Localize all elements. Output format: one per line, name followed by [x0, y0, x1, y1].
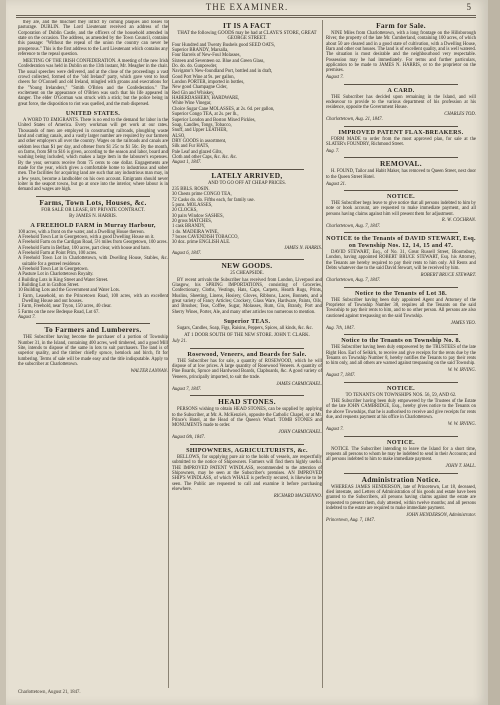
page-edge-shadow — [488, 0, 500, 705]
advertisement — [326, 31, 476, 81]
list-item: A Freehold Farm in Belfast, 100 acres, part clear, with house and barn. — [18, 245, 151, 251]
advertisement — [326, 298, 476, 332]
list-item: Navigator's New-foundland Port, bottled and in draft, — [172, 69, 273, 75]
separator — [190, 395, 304, 396]
advert-date: August 21. — [326, 181, 347, 187]
article-text: A WORD TO EMIGRANTS. There is no end to the demand for labor in the United States of America. Every workman will get work at our rates. Thousands of men are employed in constructing railroads, ploughing waste land and cutting canals, and a vastly larger number are required by our farmers and other employers all over the country. Wages on the railroads and canals are seldom less than $1 per day, and oftener from $1 25c to $1 50c. By the month, on farms, from $8 to $16 is given, according to the season and labor, board and washing being included, which makes a large item in the labourer's expenses. By the year, servants receive from 75 cents to one dollar. Engagements are made for the year, which gives a comfortable home to industrious and sober men. The facilities for acquiring land are such that any industrious man may, in a few years, become a landholder on his own account. Emigrants should never loiter in the seaport towns, but go at once into the interior, where labour is in demand and wages are high. — [18, 118, 168, 193]
advertisement — [326, 250, 476, 284]
list-item: Snuff, and Upper LEATHER, — [172, 128, 228, 134]
advert-date: Charlottetown, Aug. 7, 1847. — [326, 223, 381, 229]
masthead-rule — [16, 15, 476, 16]
separator — [344, 157, 458, 158]
list-item: Sixteen and Seventeen oz. Blue and Green Glass, — [172, 58, 265, 64]
list-item: Four Barrels of New-Foul Molasses, — [172, 53, 241, 59]
masthead-rule-double — [16, 17, 476, 18]
newspaper-title: THE EXAMINER. — [205, 2, 289, 12]
advert-date: Aug. 7. — [326, 149, 340, 154]
advert-text: NOTICE. The Subscriber intending to leave the Island for a short time, requests all persons to whom he may be indebted to send in their Accounts; and all persons indebted to him to make immediate payment. — [326, 446, 476, 463]
column-divider — [322, 20, 323, 688]
list-item: A Freehold Town Lot in Georgetown, with a good Dwelling House on it. — [18, 234, 155, 240]
column-divider — [168, 20, 169, 688]
separator — [36, 196, 150, 197]
list-item: 5 puns. MOLASSES, — [172, 202, 213, 208]
separator — [190, 348, 304, 349]
separator — [344, 232, 458, 233]
advert-heading: A FREEHOLD FARM in Murray Harbour, — [30, 221, 156, 229]
separator — [344, 190, 458, 191]
advert-text: THE Subscriber having been duly appointed Agent and Attorney of the Proprietor of Township Number 38, requires all the Tenants on the said Township to pay their rents to him, and to no other person. All persons are also cautioned against trespassing on the said Township. — [326, 297, 476, 319]
advert-byline: By JAMES N. HARRIS. — [69, 214, 117, 220]
advert-heading: NOTICE to the Tenants of DAVID STEWART, Esq. on Township Nos. 12, 14, 15 and 47. — [326, 235, 476, 250]
list-item: A Freehold Town Lot in Charlottetown, with Dwelling House, Stables, &c. suitable for a genteel residence. — [18, 256, 168, 267]
advert-date: July 21. — [172, 339, 187, 345]
advert-date: August 1, 1847. — [172, 160, 202, 166]
page-footer: Charlottetown, August 21, 1847. — [18, 690, 81, 695]
advertisement — [172, 455, 322, 499]
advert-text: BY recent arrivals the Subscriber has received from London, Liverpool and Glasgow, his SPRING IMPORTATIONS, consisting of Groceries, Confectionary, Cloths, Vestings, Hats, Caps, Carpets, Hearth Rugs, Prints, Muslins, Sheeting, Linens, Hosiery, Gloves, Ribbons, Laces, Bonnets, and a great variety of Fancy Articles; Crockery, Glass Ware, Hardware, Paints, Oils, and Brushes; Teas, Coffee, Sugar, Molasses, Rum, Gin, Brandy, Port and Sherry Wines, Porter, Ale, and many other articles too numerous to mention. — [172, 277, 322, 315]
advertisement — [172, 359, 322, 393]
page-number: 5 — [466, 2, 472, 12]
section-heading: UNITED STATES. — [65, 110, 121, 117]
advert-heading: REMOVAL. — [380, 159, 422, 169]
advertisement — [326, 137, 476, 155]
advert-subheading: 25 CHEAPSIDE. — [230, 271, 264, 277]
list-item: Red Gin and Whiskey, — [172, 90, 215, 96]
advertisement — [172, 407, 322, 441]
advertisement — [172, 326, 322, 345]
list-item: London PORTER, imported in bottles, — [172, 80, 245, 86]
advertisement — [172, 278, 322, 315]
masthead — [6, 2, 488, 16]
advert-signature: WALTER LANNAN. — [130, 368, 168, 374]
news-article — [18, 20, 168, 107]
advertisement — [326, 201, 476, 229]
list-item: Pale Leaf and glazed Gilts, — [172, 149, 223, 155]
advert-date: August 7, 1847. — [326, 373, 356, 379]
list-item: 72 Casks do. do. Fifths each, for family use. — [172, 197, 255, 203]
list-item: 4 Building Lots in King Street and Water Street. — [18, 277, 109, 283]
list-item: Good Port Wine at 9s. per gallon, — [172, 74, 235, 80]
advert-heading: To Farmers and Lumberers. — [44, 325, 142, 335]
list-item: Choice Sugar Cane MOLASSES, at 2s. 6d. per gallon, — [172, 106, 275, 112]
advert-heading: SHIPOWNERS, AGRICULTURISTS, &c. — [186, 446, 308, 454]
advert-heading: Farm for Sale. — [376, 21, 426, 30]
advert-heading: IT IS A FACT — [223, 21, 271, 30]
advert-text: Sugars, Candles, Soap, Figs, Raisins, Peppers, Spices, all kinds, &c. &c. — [177, 326, 313, 332]
list-item: DRY GOODS in assortment, — [172, 138, 227, 144]
advert-date: August 7. — [326, 427, 344, 433]
advertisement — [326, 169, 476, 187]
list-item: White Wine Vinegar, — [172, 101, 212, 107]
advert-text: THE Subscriber having been duly empowered by the Trustees of the Estate of the late JOHN CAMBRIDGE, Esq., hereby gives notice to the Tenants on the above Townships, that he is authorised to receive and give receipts for rents due, and requests payment at his office in Charlottetown. — [326, 399, 476, 421]
advert-date: Princetown, Aug. 7, 1847. — [326, 518, 375, 524]
list-item: 20 gross MATCHES, — [172, 219, 212, 224]
separator — [190, 169, 304, 170]
advert-text: WHEREAS JAMES HENDERSON, late of Princetown, Lot 18, deceased, died intestate, and Letters of Administration of his goods and estate have been granted to the Subscribers, all persons having claims against the estate are requested to present them, duly attested, within twelve months; and all persons indebted to the estate are required to make immediate payment. — [326, 484, 476, 511]
separator — [36, 323, 150, 324]
advertisement — [326, 485, 476, 524]
advert-signature: JAMES CARMICHAEL. — [276, 381, 322, 387]
list-item: Cloth and other Caps, &c. &c. &c. — [172, 154, 238, 160]
advert-heading: Farms, Town Lots, Houses, &c. — [39, 197, 147, 207]
advertisement — [326, 345, 476, 379]
list-item: 30 doz. prime ENGLISH ALE. — [172, 240, 231, 246]
column-3 — [326, 20, 476, 688]
list-item: 20 CLOCKS, — [172, 208, 198, 214]
separator — [344, 287, 458, 288]
separator — [344, 473, 458, 474]
advert-signature: W. W. IRVING. — [447, 368, 476, 374]
newspaper-page — [6, 0, 488, 705]
goods-list — [172, 187, 322, 256]
advert-text: NINE Miles from Charlottetown, with a long frontage on the Hillsborough River, the property of the late Mr. Cumberland, containing 100 acres, of which about 50 are cleared and in a good state of cultivation, with a Dwelling House, Barn and other out houses. The land is of excellent quality, and is well watered. The situation is most desirable and the neighbourhood very respectable. Possession may be had immediately. For terms and further particulars, application to be made to JAMES N. HARRIS, or to the proprietor on the premises. — [326, 31, 476, 74]
advert-heading: A CARD. — [387, 86, 415, 94]
list-item: 10 Building Lots and the Government and Water Lots. — [18, 288, 120, 294]
advert-date: August 7, 1847. — [172, 386, 202, 392]
list-item: A Pasture Lot in Charlottetown Royalty. — [18, 272, 94, 278]
list-item: Four Hundred and Twenty Bushels good SEED OATS, — [172, 42, 275, 48]
advert-signature: RICHARD MACHENNO. — [273, 493, 322, 499]
list-item: 1 Farm, Leasehold, on the Princetown Road, 100 acres, with an excellent Dwelling House and out houses. — [18, 293, 168, 304]
separator — [344, 84, 458, 85]
list-item: Superior London and Boston Mixed Pickles, — [172, 117, 256, 123]
advert-text: DAVID STEWART, Esq., of No. 31, Great Russell Street, Bloomsbury, London, having appointed ROBERT BRUCE STEWART, Esq. his Attorney, the Tenants are hereby required to pay their rents to him only. All Rents and Debts whatever due to the said David Stewart, will be received by him. — [326, 250, 476, 272]
advert-date: August 7. — [18, 315, 36, 320]
advertisement — [18, 335, 168, 374]
advert-date: Charlottetown, Aug. 21, 1847. — [326, 117, 383, 123]
list-item: New good Champagne Cider, — [172, 85, 228, 91]
list-item: HABERDASHERY, HARDWARE, — [172, 96, 240, 102]
advert-signature: JAMES YEO. — [450, 320, 476, 326]
list-item: 235 BBLS. ROSIN. — [172, 186, 210, 192]
advert-text: THE Subscriber begs leave to give notice that all persons indebted to him by note or book account, are requested to make immediate payment, and all persons having claims against him will present them for adjustment. — [326, 200, 476, 217]
advert-heading: Notice to the Tenants of Lot 38. — [355, 289, 447, 297]
advertisement — [326, 95, 476, 123]
list-item: A Freehold Town Lot in Georgetown. — [18, 266, 89, 272]
separator — [344, 436, 458, 437]
advert-subheading: AND TO GO OFF AT CHEAP PRICES. — [207, 180, 287, 186]
list-item: 30 pairs Window SASHES, — [172, 213, 224, 219]
list-item: A Freehold Farm on the Cardigan Road, 5½ miles from Georgetown, 100 acres. — [18, 240, 168, 246]
list-item: Superior BRANDY, Marsalla, — [172, 48, 229, 54]
advert-date: August 7. — [326, 75, 344, 81]
advert-text: THE Subscriber has for sale, a quantity of ROSEWOOD, which he will dispose of at low prices. A large quantity of Rosewood Veneers. A quantity of Pine Boards, Spruce and Hardwood Boards, Clapboards, &c. A good variety of Veneers, principally imported, to suit the trade. — [172, 358, 322, 380]
advert-signature: ROBERT BRUCE STEWART. — [420, 272, 476, 278]
advert-signature: R. W. COCHRAN. — [441, 218, 476, 224]
advert-heading: IMPROVED PATENT FLAX-BREAKERS. — [338, 128, 464, 136]
list-item: Silk and Fur HATS, — [172, 144, 210, 150]
advert-heading: HEAD STONES. — [218, 397, 276, 407]
advertisement — [326, 399, 476, 433]
list-item: 5 Farms on the new Bedeque Road, Lot 67. — [18, 309, 100, 315]
separator — [344, 126, 458, 127]
advert-subheading: FOR SALE OR LEASE, BY PRIVATE CONTRACT. — [41, 207, 145, 213]
separator — [190, 444, 304, 445]
advert-subheading: TO TENANTS ON TOWNSHIPS NOS. 56, 59, AND 62. — [345, 392, 457, 398]
news-article — [18, 118, 168, 193]
list-item: Superior Congo TEA, at 2s. per lb., — [172, 112, 239, 118]
advert-text: H. FOUND, Tailor and Habit Maker, has removed to Queen Street, next door to the Queen Street Hotel. — [326, 169, 476, 180]
advert-text: THE Subscriber having become the purchaser of a portion of Township Number 31, in the Island, containing 400 acres, well timbered, and a good Mill Site, intends to dispose of the same in lots to suit purchasers. The land is of superior quality, and the timber chiefly spruce, hemlock and birch, fit for lumbering. Terms of sale will be made easy and the title indisputable. Apply to the subscriber at Charlottetown. — [18, 335, 168, 368]
advert-signature: JOHN CARMICHAEL. — [278, 430, 322, 436]
advert-signature: W. W. IRVING. — [447, 422, 476, 427]
list-item: 30 Chests prime CONGO TEA, — [172, 192, 232, 198]
property-list — [18, 230, 168, 321]
advert-text: THE Subscriber has decided upon remaining in the Island, and will endeavour to provide to the various department of his profession at his residence, opposite the Government House. — [326, 94, 476, 111]
advert-text: AT 1 DOOR SOUTH OF THE NEW STORE. JOHN T. CLARK. — [184, 333, 310, 338]
advert-signature: CHARLES TOD. — [444, 112, 476, 118]
advert-heading: NOTICE. — [386, 192, 416, 200]
advert-heading: NOTICE. — [386, 438, 416, 446]
advert-date: August 6, 1847. — [172, 251, 202, 257]
separator — [190, 259, 304, 260]
advert-text: FORM MADE to order from the most approved plan, for sale at the SLATER's FOUNDRY, Richmond Street. — [326, 136, 476, 148]
advert-heading: LATELY ARRIVED, — [211, 170, 283, 180]
advert-date: Aug. 7th, 1847. — [326, 325, 355, 331]
advert-subheading: THAT the following GOODS may be had at CLAYE'S STORE, GREAT GEORGE STREET. — [177, 31, 317, 42]
list-item: ALSO, — [172, 133, 186, 139]
column-1 — [18, 20, 168, 688]
list-item: 1 Farm, Freehold, near Tryon, 150 acres, 40 clear. — [18, 304, 112, 310]
advert-heading: Administration Notice. — [361, 474, 441, 484]
list-item: 1 do. MADEIRA WINE, — [172, 229, 219, 235]
advert-signature: JOHN HENDERSON, Administrator. — [406, 512, 476, 518]
advert-text: THE Subscriber having been duly empowered by the TRUSTEES of the late Right Hon. Earl of Selkirk, to receive and give receipts for the rents due by the Tenants on Township Number 8, hereby notifies the Tenants to pay their rents to him only, and all others are warned against trespassing on the said Township. — [326, 345, 476, 367]
advert-signature: JAMES N. HARRIS. — [284, 245, 322, 251]
goods-list — [172, 43, 322, 166]
list-item: A Freehold Farm at Point Prim, 100 acres. — [18, 250, 98, 256]
separator — [344, 334, 458, 335]
advert-heading: Notice to the Tenants on Township No. 8. — [341, 337, 461, 345]
list-item: 1 cask BRANDY, — [172, 224, 206, 230]
list-item: 7 boxes CAVENDISH TOBACCO, — [172, 235, 239, 241]
advert-signature: JOHN T. HALL. — [445, 464, 476, 470]
advert-heading: NOTICE. — [386, 384, 416, 392]
article-text: MEETING OF THE IRISH CONFEDERATION. A meeting of the new Irish Confederation was held in Dublin on the 13th instant, Mr. Meagher in the chair. The usual speeches were delivered, and at the close of the proceedings a vast crowd collected, formed of the "old Ireland" party, which gave vent to loud cheers for O'Connell and old Ireland, mingled with groans and execrations for the "Young Irelanders," "Smith O'Brien and the Confederation." The excitement on the appearance of O'Brien was such that his life appeared in danger. The elder O'Gorman was struck with a stick; but the police being in great force, the disposition to riot was quelled, and the mob dispersed. — [18, 58, 168, 107]
separator — [344, 382, 458, 383]
list-item: 1 Building Lot in Grafton Street. — [18, 282, 80, 288]
list-item: 100 acres, with a front on the water, and a Dwelling House thereon. — [18, 229, 145, 235]
list-item: Soap, Candles, Tongs, Tobacco, — [172, 122, 232, 128]
advert-heading: Rosewood, Veneers, and Boards for Sale. — [187, 350, 307, 358]
advert-heading: NEW GOODS. — [221, 261, 273, 271]
advert-text: BELLOWS, for supplying pure air to the holds of vessels, are respectfully submitted to the notice of Shipowners. Farmers will find them highly useful. THE IMPROVED PATENT WINDLASS, recommended to the attention of Shipowners, may be seen at the Subscriber's premises. AN IMPROVED SHIP'S WINDLASS, of which WHALE is perfectly secured, is likewise to be seen. The Public are requested to call and examine it before purchasing elsewhere. — [172, 454, 322, 492]
advertisement — [326, 447, 476, 470]
column-2 — [172, 20, 322, 688]
advert-date: Charlottetown, Aug. 7, 1847. — [326, 278, 381, 284]
list-item: Do. do. do. Gunpowder, — [172, 64, 218, 70]
advert-text: PERSONS wishing to obtain HEAD STONES, can be supplied by applying to the Subscriber, at Mr. A. McKenzie's, opposite the Catholic Chapel, or at Mr. Prince's Hotel, at the Head of the Queen's Wharf. TOMB STONES and MONUMENTS made to order. — [172, 407, 322, 429]
article-text: they are, and the mischief they inflict by coming plaques and losses to pasturage. DUBLIN. The Lord Lieutenant received an address of the Corporation of Dublin Castle, and the officers of the household attended in state on the occasion. The address, as amended by the Town Council, contains this passage: "Without the repeal of the union the country can never be prosperous." This is the first address to the Lord Lieutenant which contains any reference to the repeal question. — [18, 20, 168, 58]
advert-date: August 6th, 1847. — [172, 435, 206, 441]
advert-heading: Superior TEAS. — [223, 318, 271, 326]
